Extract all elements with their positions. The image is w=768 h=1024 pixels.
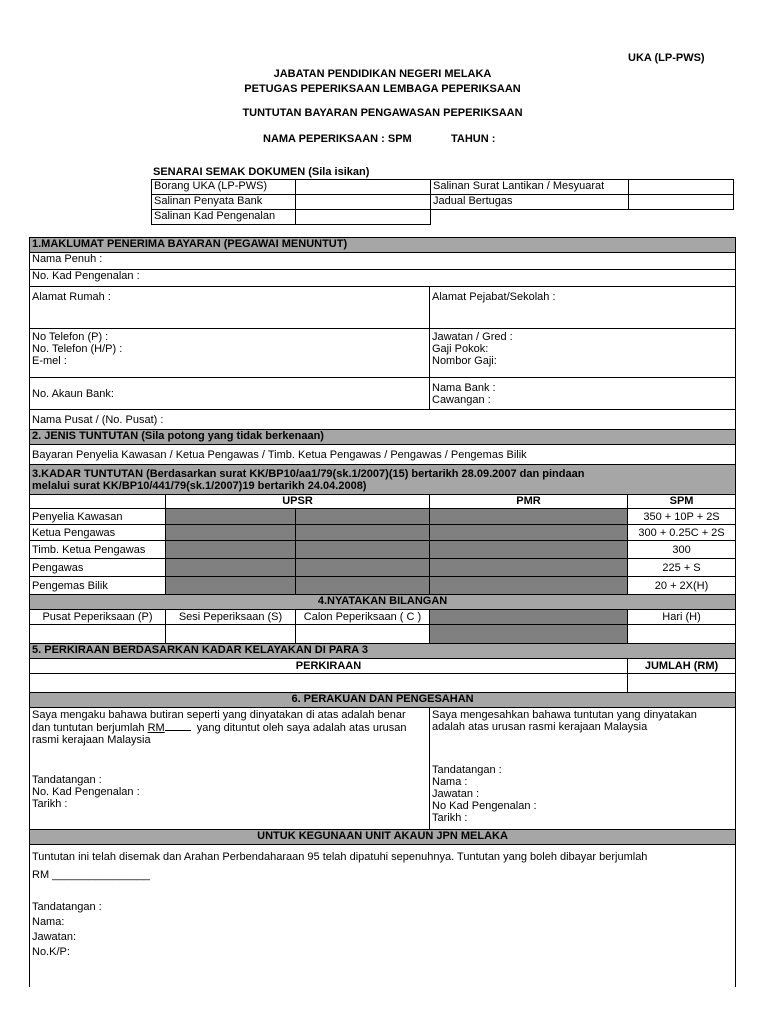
rate-spm-value: 300 (628, 541, 736, 559)
position-salary-field[interactable] (430, 329, 736, 378)
rate-spm-value: 225 + S (628, 559, 736, 577)
accounts-amount: RM ________________ (32, 869, 151, 881)
phone-email-field[interactable] (30, 329, 430, 378)
full-name-field[interactable] (30, 253, 736, 270)
declaration-line: dan tuntutan berjumlah RM yang dituntut oleh saya adalah atas urusan (32, 722, 407, 734)
rate-role: Pengawas (30, 559, 166, 577)
checklist-box[interactable] (629, 180, 734, 195)
claimant-declaration[interactable] (30, 708, 430, 830)
form-title: TUNTUTAN BAYARAN PENGAWASAN PEPERIKSAAN (242, 107, 523, 119)
rate-header-pmr: PMR (430, 495, 628, 509)
count-candidates-input[interactable] (296, 625, 430, 644)
calculation-header: PERKIRAAN (30, 659, 628, 674)
checklist-box[interactable] (296, 180, 431, 195)
home-address-label: Alamat Rumah : (32, 291, 111, 303)
accounts-ic-label: No.K/P: (32, 946, 70, 958)
checklist-title: SENARAI SEMAK DOKUMEN (Sila isikan) (153, 166, 370, 178)
unit-name: PETUGAS PEPERIKSAAN LEMBAGA PEPERIKSAAN (244, 83, 521, 95)
checklist-item: Salinan Surat Lantikan / Mesyuarat (431, 180, 629, 195)
verification-line: Saya mengesahkan bahawa tuntutan yang dinyatakan (432, 709, 697, 721)
rate-role: Ketua Pengawas (30, 525, 166, 541)
accounts-signature-label: Tandatangan : (32, 901, 102, 913)
section4-title: 4.NYATAKAN BILANGAN (30, 595, 736, 610)
count-sessions-input[interactable] (166, 625, 296, 644)
accounts-position-label: Jawatan: (32, 931, 77, 943)
section5-title: 5. PERKIRAAN BERDASARKAN KADAR KELAYAKAN DI PARA 3 (30, 644, 736, 659)
ic-number-label: No. Kad Pengenalan : (32, 270, 140, 282)
rate-spm-value: 300 + 0.25C + 2S (628, 525, 736, 541)
accounts-unit-section[interactable] (30, 845, 736, 987)
bank-account-field[interactable] (30, 378, 430, 410)
verification-line: adalah atas urusan rasmi kerajaan Malaysia (432, 721, 648, 733)
claimant-ic-label: No. Kad Pengenalan : (32, 786, 140, 798)
rate-spm-value: 20 + 2X(H) (628, 577, 736, 595)
salary-number-label: Nombor Gaji: (432, 355, 497, 367)
rate-spm-value: 350 + 10P + 2S (628, 509, 736, 525)
section2-title: 2. JENIS TUNTUTAN (Sila potong yang tidak berkenaan) (30, 430, 736, 445)
department-name: JABATAN PENDIDIKAN NEGERI MELAKA (273, 68, 492, 80)
claimant-signature-label: Tandatangan : (32, 774, 102, 786)
total-input[interactable] (628, 674, 736, 693)
claimant-date-label: Tarikh : (32, 798, 68, 810)
phone-mobile-label: No. Telefon (H/P) : (32, 343, 123, 355)
claim-type-options[interactable]: Bayaran Penyelia Kawasan / Ketua Pengawas / Timb. Ketua Pengawas / Pengawas / Pengemas Bilik (30, 445, 736, 465)
office-address-field[interactable] (430, 287, 736, 329)
declaration-line: rasmi kerajaan Malaysia (32, 734, 151, 746)
rate-role: Timb. Ketua Pengawas (30, 541, 166, 559)
bank-name-field[interactable] (430, 378, 736, 410)
claim-form-table (29, 237, 736, 987)
checklist-box[interactable] (296, 195, 431, 210)
rate-header-upsr: UPSR (166, 495, 430, 509)
section3-title (30, 465, 736, 495)
email-label: E-mel : (32, 355, 67, 367)
accounts-name-label: Nama: (32, 916, 65, 928)
calculation-input[interactable] (30, 674, 628, 693)
branch-label: Cawangan : (432, 393, 491, 406)
home-address-field[interactable] (30, 287, 430, 329)
section1-title: 1.MAKLUMAT PENERIMA BAYARAN (PEGAWAI MENUNTUT) (30, 238, 736, 253)
count-candidates-header: Calon Peperiksaan ( C ) (296, 610, 430, 625)
checklist-item: Borang UKA (LP-PWS) (152, 180, 296, 195)
section3-title-line2: melalui surat KK/BP10/441/79(sk.1/2007)19 bertarikh 24.04.2008) (32, 479, 367, 492)
salary-label: Gaji Pokok: (432, 343, 489, 355)
section7-title: UNTUK KEGUNAAN UNIT AKAUN JPN MELAKA (30, 830, 736, 845)
exam-year: TAHUN : (451, 133, 496, 145)
total-header: JUMLAH (RM) (628, 659, 736, 674)
accounts-statement: Tuntutan ini telah disemak dan Arahan Perbendaharaan 95 telah dipatuhi sepenuhnya. Tuntutan yang boleh dibayar berjumlah (32, 851, 648, 863)
checklist-table (151, 179, 734, 225)
count-days-header: Hari (H) (628, 610, 736, 625)
centre-name-field[interactable] (30, 410, 736, 430)
verifier-name-label: Nama : (432, 776, 468, 788)
rate-header-spm: SPM (628, 495, 736, 509)
section6-title: 6. PERAKUAN DAN PENGESAHAN (30, 693, 736, 708)
verifier-date-label: Tarikh : (432, 812, 468, 824)
checklist-box[interactable] (629, 195, 734, 210)
phone-office-label: No Telefon (P) : (32, 331, 109, 343)
checklist-box[interactable] (296, 210, 431, 225)
rate-upsr-cell-2 (296, 509, 430, 525)
bank-account-label: No. Akaun Bank: (32, 387, 114, 400)
checklist-item: Salinan Penyata Bank (152, 195, 296, 210)
rate-role: Pengemas Bilik (30, 577, 166, 595)
full-name-label: Nama Penuh : (32, 253, 103, 265)
exam-name: NAMA PEPERIKSAAN : SPM (263, 133, 412, 145)
count-days-input[interactable] (628, 625, 736, 644)
checklist-item: Salinan Kad Pengenalan (152, 210, 296, 225)
count-centres-header: Pusat Peperiksaan (P) (30, 610, 166, 625)
section3-title-line1: 3.KADAR TUNTUTAN (Berdasarkan surat KK/BP10/aa1/79(sk.1/2007)(15) bertarikh 28.09.2007 dan pindaan (32, 467, 585, 480)
verifier-declaration[interactable] (430, 708, 736, 830)
verifier-position-label: Jawatan : (432, 788, 480, 800)
count-sessions-header: Sesi Peperiksaan (S) (166, 610, 296, 625)
ic-number-field[interactable] (30, 270, 736, 287)
declaration-line: Saya mengaku bahawa butiran seperti yang dinyatakan di atas adalah benar (32, 709, 406, 721)
form-code: UKA (LP-PWS) (628, 52, 705, 64)
count-centres-input[interactable] (30, 625, 166, 644)
rate-header-blank (30, 495, 166, 509)
rate-upsr-cell (166, 509, 296, 525)
rate-pmr-cell (430, 509, 628, 525)
count-blank-cell (430, 610, 628, 625)
verifier-ic-label: No Kad Pengenalan : (432, 800, 537, 812)
checklist-item: Jadual Bertugas (431, 195, 629, 210)
centre-name-label: Nama Pusat / (No. Pusat) : (32, 413, 164, 426)
bank-name-label: Nama Bank : (432, 381, 496, 394)
verifier-signature-label: Tandatangan : (432, 764, 502, 776)
office-address-label: Alamat Pejabat/Sekolah : (432, 291, 556, 303)
position-label: Jawatan / Gred : (432, 331, 513, 343)
rate-role: Penyelia Kawasan (30, 509, 166, 525)
